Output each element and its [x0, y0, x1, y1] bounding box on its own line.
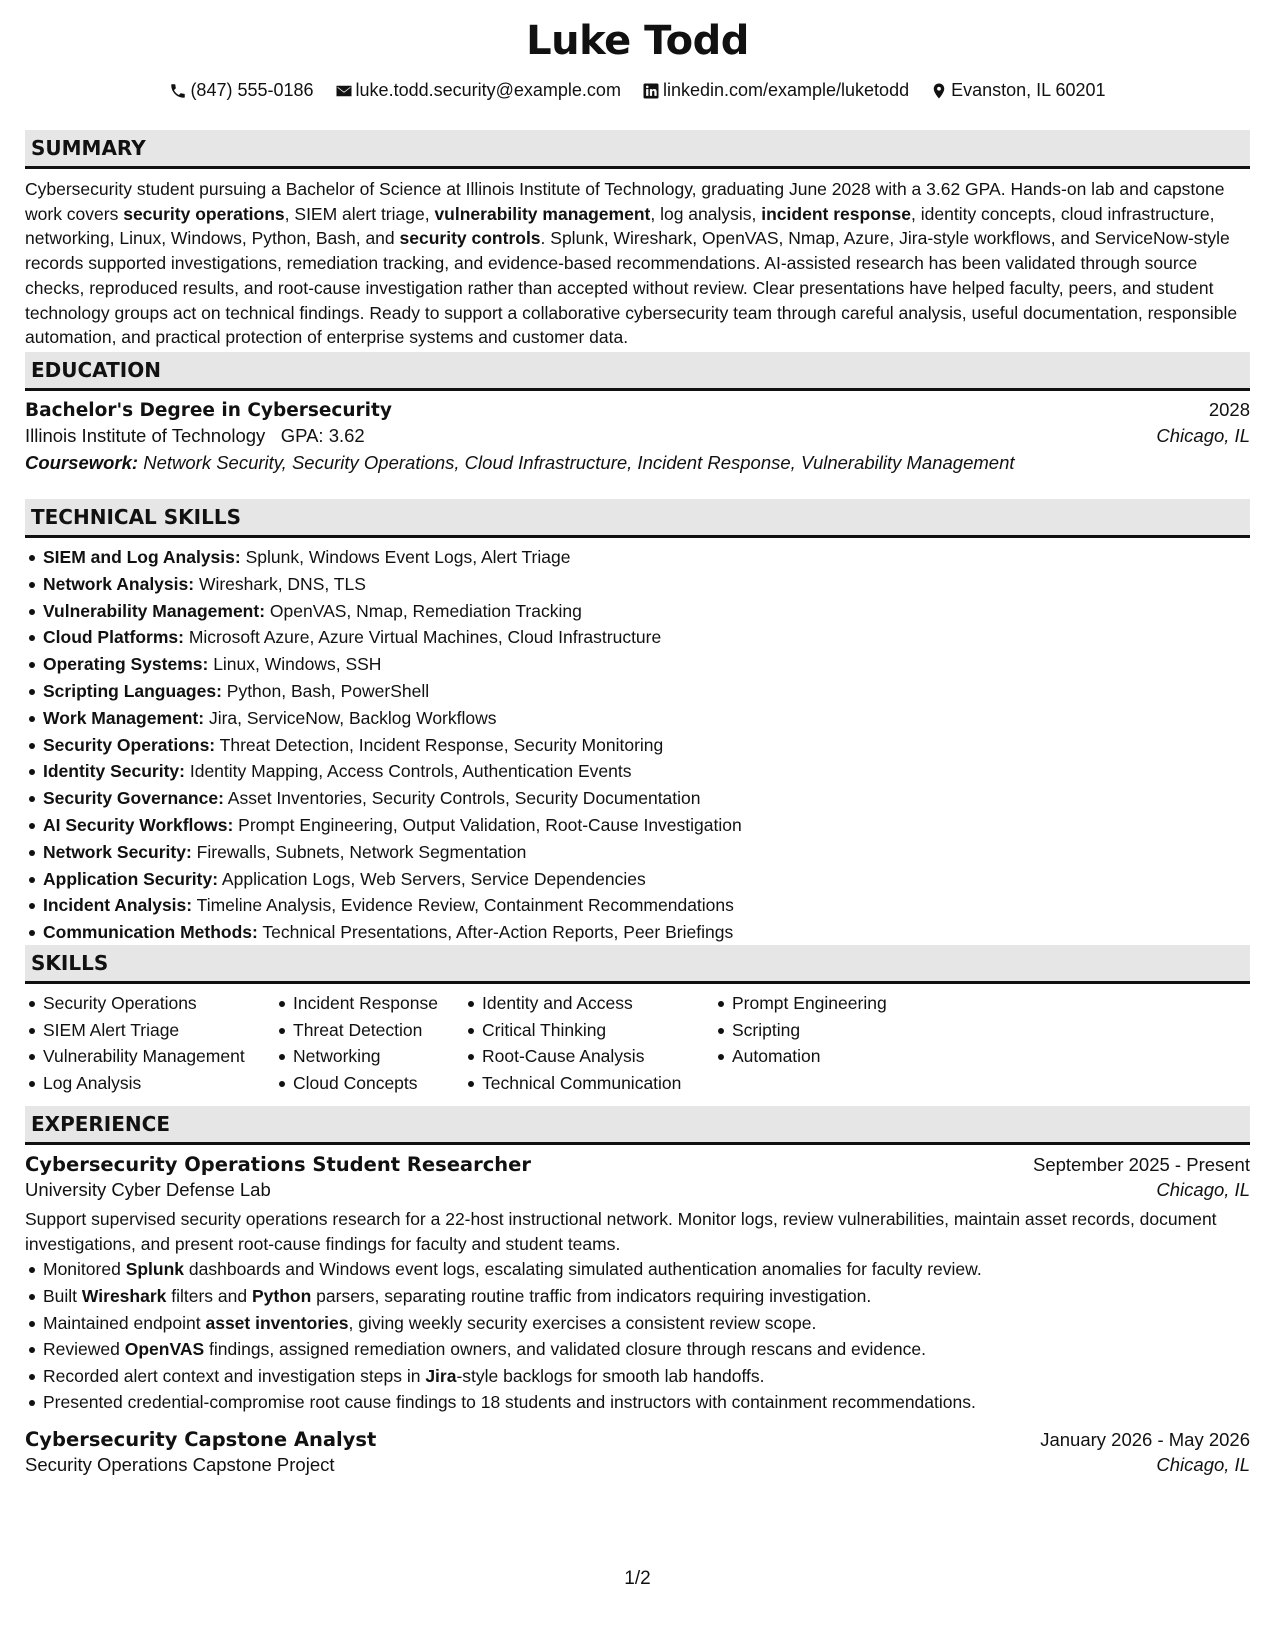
location-text: Evanston, IL 60201 — [951, 80, 1106, 100]
list-item — [25, 624, 1250, 651]
list-item: Root-Cause Analysis — [464, 1043, 714, 1070]
emphasis-text: security controls — [399, 228, 541, 249]
coursework-label: Coursework: — [25, 452, 139, 473]
list-item — [25, 651, 1250, 678]
job-organization: Security Operations Capstone Project — [25, 1453, 335, 1475]
job-dates: January 2026 - May 2026 — [1040, 1428, 1250, 1450]
list-item — [25, 812, 1250, 839]
job-description: Support supervised security operations research for a 22-host instructional network. Monitor logs, review vulnerabilities, maintain asset records, document investigations, and present root-cause findings for faculty and student teams. — [25, 1209, 1217, 1254]
job-bullets — [25, 1256, 1250, 1416]
list-item: SIEM Alert Triage — [25, 1017, 275, 1044]
section-heading: SUMMARY — [25, 130, 1250, 169]
gpa: GPA: 3.62 — [280, 425, 365, 446]
coursework-line — [25, 452, 1250, 474]
skill-values: OpenVAS, Nmap, Remediation Tracking — [265, 600, 582, 621]
skill-values: Linux, Windows, SSH — [208, 654, 382, 675]
education-row-2 — [25, 425, 1250, 447]
skill-values: Wireshark, DNS, TLS — [194, 573, 366, 594]
technical-skills-list — [25, 544, 1250, 946]
list-item — [25, 785, 1250, 812]
skills-columns — [25, 990, 1250, 1096]
skills-column — [275, 990, 464, 1096]
skills-column — [25, 990, 275, 1096]
list-item — [25, 866, 1250, 893]
list-item: Automation — [714, 1043, 974, 1070]
skills-section — [25, 945, 1250, 1096]
skill-values: Asset Inventories, Security Controls, Security Documentation — [223, 788, 701, 809]
list-item — [25, 919, 1250, 946]
skill-category: Identity Security: — [43, 761, 185, 782]
section-heading: EXPERIENCE — [25, 1106, 1250, 1145]
contact-location — [930, 80, 1105, 101]
skill-category: Vulnerability Management: — [43, 600, 266, 621]
linkedin-text: linkedin.com/example/luketodd — [662, 80, 910, 100]
text-run: parsers, separating routine traffic from indicators requiring investigation. — [311, 1286, 872, 1306]
emphasis-text: asset inventories — [205, 1312, 349, 1333]
text-run: , giving weekly security exercises a consistent review scope. — [348, 1312, 817, 1333]
text-run: Presented credential-compromise root cause findings to 18 students and instructors with containment recommendations. — [43, 1392, 976, 1413]
graduation-year: 2028 — [1208, 399, 1250, 420]
job-2 — [25, 1428, 1250, 1476]
email-text: luke.todd.security@example.com — [355, 80, 621, 100]
job-organization: University Cyber Defense Lab — [25, 1179, 271, 1200]
emphasis-text: OpenVAS — [124, 1339, 205, 1360]
list-item — [25, 1310, 1250, 1337]
skills-column — [714, 990, 974, 1096]
list-item: Prompt Engineering — [714, 990, 974, 1017]
job-location: Chicago, IL — [1156, 1453, 1250, 1475]
list-item — [25, 1389, 1250, 1416]
list-item — [25, 1256, 1250, 1283]
coursework-list: Network Security, Security Operations, Cloud Infrastructure, Incident Response, Vulnerability Management — [143, 452, 1015, 473]
contact-email[interactable] — [335, 80, 621, 101]
list-item: Critical Thinking — [464, 1017, 714, 1044]
skill-category: Network Analysis: — [43, 573, 195, 594]
skill-values: Technical Presentations, After-Action Reports, Peer Briefings — [257, 922, 734, 943]
emphasis-text: Jira — [425, 1365, 457, 1386]
skill-values: Microsoft Azure, Azure Virtual Machines, Cloud Infrastructure — [183, 627, 662, 648]
list-item — [25, 1363, 1250, 1390]
skill-category: Cloud Platforms: — [43, 627, 184, 648]
emphasis-text: Python — [251, 1286, 312, 1306]
section-heading: EDUCATION — [25, 352, 1250, 391]
summary-section — [25, 130, 1250, 350]
education-section — [25, 352, 1250, 474]
school-location: Chicago, IL — [1156, 425, 1250, 446]
text-run: , identity concepts, cloud infrastructure, networking, Linux, Windows, Python, Bash, and — [25, 203, 1215, 249]
skill-category: Communication Methods: — [43, 922, 258, 943]
school-name: Illinois Institute of Technology — [25, 425, 266, 446]
skill-values: Application Logs, Web Servers, Service Dependencies — [218, 868, 646, 889]
skill-values: Identity Mapping, Access Controls, Authentication Events — [184, 761, 632, 782]
list-item — [25, 732, 1250, 759]
skill-category: Scripting Languages: — [43, 680, 222, 701]
list-item: Incident Response — [275, 990, 464, 1017]
text-run: -style backlogs for smooth lab handoffs. — [456, 1365, 765, 1386]
skill-category: Application Security: — [43, 868, 219, 889]
job-1 — [25, 1153, 1250, 1416]
job-header — [25, 1153, 1250, 1176]
text-run: findings, assigned remediation owners, and validated closure through rescans and evidence. — [204, 1339, 926, 1360]
technical-skills-section — [25, 499, 1250, 946]
skill-values: Splunk, Windows Event Logs, Alert Triage — [240, 547, 571, 567]
list-item: Technical Communication — [464, 1070, 714, 1097]
skill-values: Jira, ServiceNow, Backlog Workflows — [204, 707, 497, 728]
list-item — [25, 678, 1250, 705]
text-run: , log analysis, — [650, 203, 762, 224]
list-item: Vulnerability Management — [25, 1043, 275, 1070]
text-run: , SIEM alert triage, — [284, 203, 435, 224]
job-title: Cybersecurity Operations Student Researcher — [25, 1153, 531, 1176]
skill-category: SIEM and Log Analysis: — [43, 547, 241, 567]
skill-values: Timeline Analysis, Evidence Review, Containment Recommendations — [192, 895, 734, 916]
skill-category: Incident Analysis: — [43, 895, 193, 916]
job-org-row — [25, 1454, 1250, 1476]
emphasis-text: Wireshark — [81, 1286, 167, 1306]
emphasis-text: security operations — [123, 203, 285, 224]
list-item — [25, 598, 1250, 625]
list-item — [25, 1336, 1250, 1363]
text-run: filters and — [166, 1286, 252, 1306]
text-run: . Splunk, Wireshark, OpenVAS, Nmap, Azure, Jira-style workflows, and ServiceNow-style records supported investigations, remediation tracking, and evidence-based recommendations. AI-assisted research has been validated through source checks, reproduced results, and root-cause investigation rather than accepted without review. Clear presentations have helped faculty, peers, and student technology groups act on technical findings. Ready to support a collaborative cybersecurity team through careful analysis, useful documentation, responsible automation, and practical protection of enterprise systems and customer data. — [25, 228, 1238, 348]
experience-section — [25, 1106, 1250, 1476]
skill-category: Operating Systems: — [43, 654, 209, 675]
skill-category: AI Security Workflows: — [43, 814, 234, 835]
section-heading: SKILLS — [25, 945, 1250, 984]
list-item — [25, 892, 1250, 919]
list-item: Networking — [275, 1043, 464, 1070]
list-item — [25, 758, 1250, 785]
candidate-name: Luke Todd — [526, 18, 749, 64]
list-item — [25, 544, 1250, 571]
job-dates: September 2025 - Present — [1033, 1154, 1250, 1175]
linkedin-icon — [642, 82, 660, 100]
job-header — [25, 1428, 1250, 1451]
list-item: Log Analysis — [25, 1070, 275, 1097]
job-title: Cybersecurity Capstone Analyst — [25, 1427, 377, 1451]
emphasis-text: incident response — [761, 203, 912, 224]
page-number: 1/2 — [624, 1568, 651, 1589]
emphasis-text: vulnerability management — [434, 203, 651, 224]
text-run: Built — [43, 1286, 82, 1306]
skill-values: Python, Bash, PowerShell — [221, 680, 430, 701]
phone-icon — [169, 82, 187, 100]
list-item — [25, 705, 1250, 732]
list-item: Identity and Access — [464, 990, 714, 1017]
job-org-row — [25, 1179, 1250, 1201]
skill-values: Firewalls, Subnets, Network Segmentation — [191, 841, 527, 862]
skill-category: Work Management: — [43, 707, 205, 728]
contact-phone[interactable] — [169, 80, 313, 101]
envelope-icon — [335, 82, 353, 100]
skill-values: Prompt Engineering, Output Validation, Root-Cause Investigation — [233, 814, 742, 835]
list-item: Security Operations — [25, 990, 275, 1017]
emphasis-text: Splunk — [125, 1259, 185, 1280]
degree-title: Bachelor's Degree in Cybersecurity — [25, 400, 392, 421]
map-pin-icon — [930, 82, 948, 100]
list-item — [25, 571, 1250, 598]
skill-values: Threat Detection, Incident Response, Security Monitoring — [215, 734, 664, 755]
text-run: Recorded alert context and investigation steps in — [43, 1365, 426, 1386]
list-item — [25, 1283, 1250, 1310]
skill-category: Security Operations: — [43, 734, 216, 755]
text-run: Maintained endpoint — [43, 1312, 206, 1333]
skill-category: Security Governance: — [43, 788, 224, 809]
text-run: Reviewed — [43, 1339, 125, 1360]
job-location: Chicago, IL — [1156, 1179, 1250, 1200]
skill-category: Network Security: — [43, 841, 192, 862]
summary-text — [25, 177, 1250, 350]
list-item: Cloud Concepts — [275, 1070, 464, 1097]
school-line — [25, 425, 365, 447]
text-run: Cybersecurity student pursuing a Bachelor of Science at Illinois Institute of Technology, graduating June 2028 with a 3.62 GPA. Hands-on lab and capstone work covers — [25, 179, 1225, 224]
phone-text: (847) 555-0186 — [190, 80, 314, 100]
contact-line — [0, 80, 1275, 105]
text-run: Monitored — [43, 1259, 126, 1280]
list-item: Scripting — [714, 1017, 974, 1044]
list-item: Threat Detection — [275, 1017, 464, 1044]
section-heading: TECHNICAL SKILLS — [25, 499, 1250, 538]
text-run: dashboards and Windows event logs, escalating simulated authentication anomalies for faculty review. — [184, 1259, 982, 1280]
list-item — [25, 839, 1250, 866]
education-row-1 — [25, 399, 1250, 421]
skills-column — [464, 990, 714, 1096]
contact-linkedin[interactable] — [642, 80, 909, 101]
